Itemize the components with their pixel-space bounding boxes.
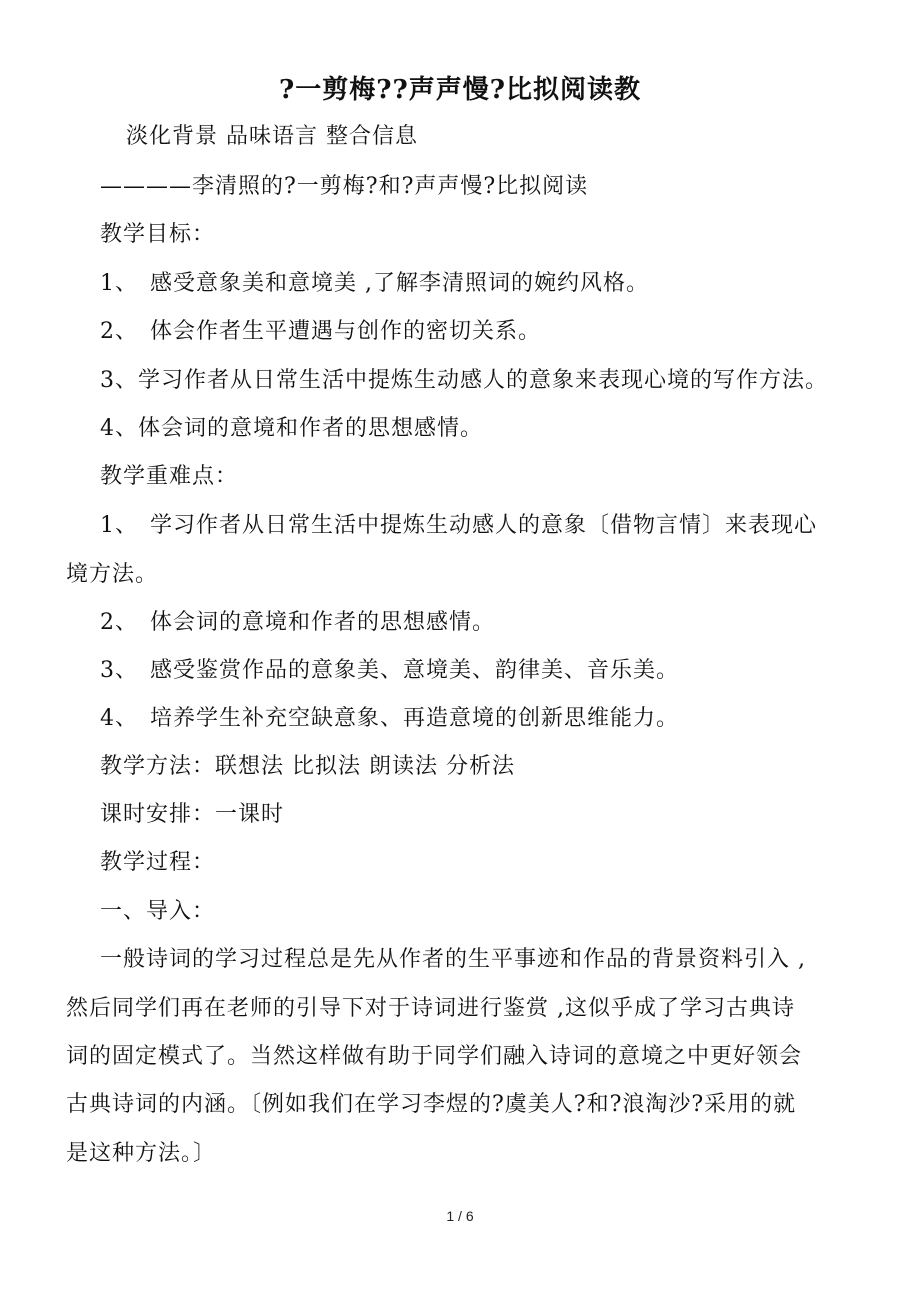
goal-4: 4、体会词的意境和作者的思想感情。 <box>100 416 483 441</box>
goal-2-text: 体会作者生平遭遇与创作的密切关系。 <box>150 319 542 344</box>
paragraph-line-1: 一般诗词的学习过程总是先从作者的生平事迹和作品的背景资料引入 , <box>100 947 806 972</box>
process-heading: 教学过程： <box>100 850 216 875</box>
goal-3: 3、学习作者从日常生活中提炼生动感人的意象来表现心境的写作方法。 <box>100 368 828 393</box>
teaching-methods: 教学方法：联想法 比拟法 朗读法 分析法 <box>100 754 515 779</box>
subtitle: 淡化背景 品味语言 整合信息 <box>126 124 418 149</box>
section-1-heading: 一、导入： <box>100 899 216 924</box>
key-point-1-text: 学习作者从日常生活中提炼生动感人的意象〔借物言情〕来表现心 <box>150 513 818 538</box>
key-point-2-text: 体会词的意境和作者的思想感情。 <box>150 610 496 635</box>
key-point-1-number: 1、 <box>100 513 138 538</box>
key-point-4-text: 培养学生补充空缺意象、再造意境的创新思维能力。 <box>150 706 680 731</box>
key-point-1-text-continued: 境方法。 <box>66 562 159 587</box>
document-title: ?一剪梅??声声慢?比拟阅读教 <box>279 75 641 105</box>
paragraph-line-2: 然后同学们再在老师的引导下对于诗词进行鉴赏 ,这似乎成了学习古典诗 <box>66 996 795 1021</box>
goal-1-number: 1、 <box>100 271 138 296</box>
key-point-3-text: 感受鉴赏作品的意象美、意境美、韵律美、音乐美。 <box>150 658 680 683</box>
key-point-3-number: 3、 <box>100 658 138 683</box>
key-point-4-number: 4、 <box>100 706 138 731</box>
class-schedule: 课时安排：一课时 <box>100 802 285 827</box>
page-indicator: 1 / 6 <box>446 1208 474 1224</box>
goals-heading: 教学目标： <box>100 222 216 247</box>
byline: ————李清照的?一剪梅?和?声声慢?比拟阅读 <box>100 174 589 199</box>
goal-2-number: 2、 <box>100 319 138 344</box>
key-point-2-number: 2、 <box>100 610 138 635</box>
paragraph-line-4: 古典诗词的内涵。〔例如我们在学习李煜的?虞美人?和?浪淘沙?采用的就 <box>66 1092 797 1117</box>
key-points-heading: 教学重难点： <box>100 464 239 489</box>
paragraph-line-3: 词的固定模式了。当然这样做有助于同学们融入诗词的意境之中更好领会 <box>66 1044 803 1069</box>
paragraph-line-5: 是这种方法。〕 <box>66 1141 217 1166</box>
goal-1-text: 感受意象美和意境美 ,了解李清照词的婉约风格。 <box>150 271 649 296</box>
